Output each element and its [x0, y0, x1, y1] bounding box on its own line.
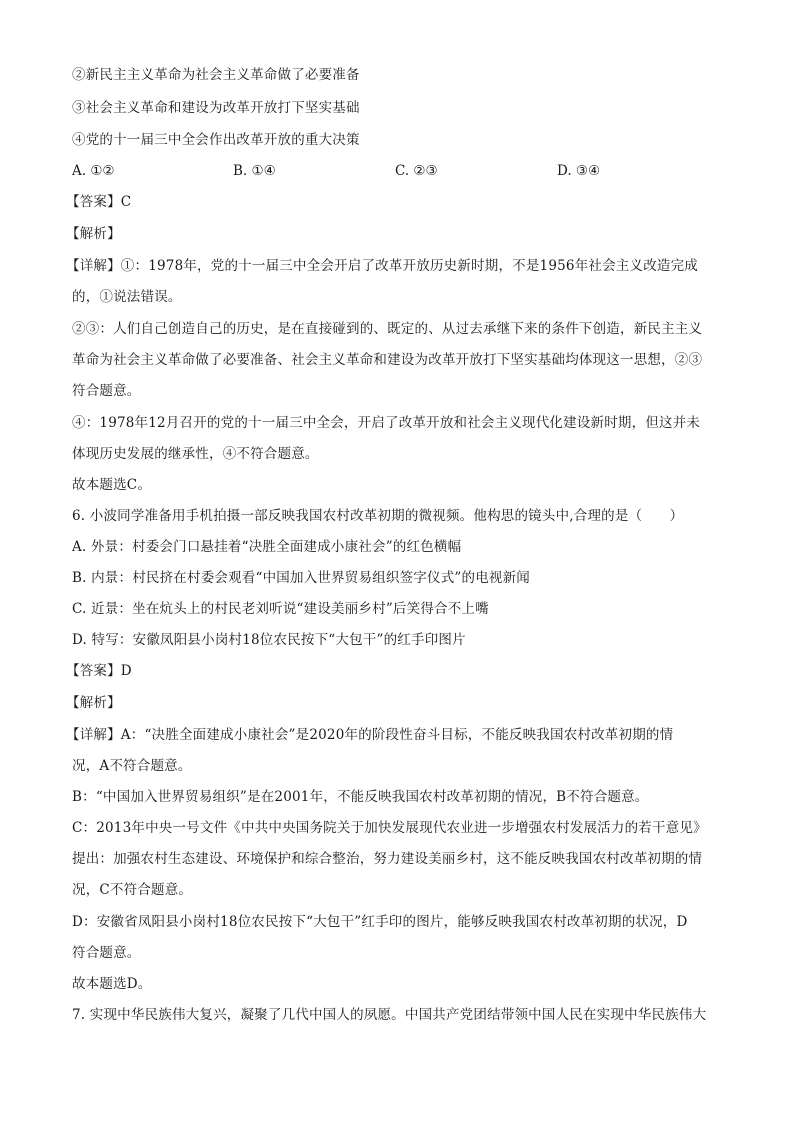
prev-detail-line: 革命为社会主义革命做了必要准备、社会主义革命和建设为改革开放打下坚实基础均体现这一思想，②③: [72, 352, 703, 368]
prev-detail-line: 【详解】①：1978年，党的十一届三中全会开启了改革开放历史新时期，不是1956年社会主义改造完成: [66, 258, 699, 274]
statement-3: ③社会主义革命和建设为改革开放打下坚实基础: [72, 100, 360, 116]
q6-detail-line: C：2013年中央一号文件《中共中央国务院关于加快发展现代农业进一步增强农村发展活力的若干意见》: [72, 820, 707, 836]
prev-answer: 【答案】C: [66, 194, 132, 210]
prev-conclusion: 故本题选C。: [72, 477, 152, 493]
prev-analysis-label: 【解析】: [66, 226, 121, 242]
statement-2: ②新民主主义革命为社会主义革命做了必要准备: [72, 67, 360, 83]
prev-detail-line: 体现历史发展的继承性，④不符合题意。: [72, 446, 319, 462]
prev-option-a: A. ①②: [72, 163, 115, 179]
q6-option-c: C. 近景：坐在炕头上的村民老刘听说“建设美丽乡村”后笑得合不上嘴: [72, 601, 489, 617]
q6-option-d: D. 特写：安徽凤阳县小岗村18位农民按下“大包干”的红手印图片: [72, 632, 466, 648]
prev-option-d: D. ③④: [557, 163, 601, 179]
prev-option-c: C. ②③: [395, 163, 438, 179]
q6-answer: 【答案】D: [66, 663, 132, 679]
question-6-stem: 6. 小波同学准备用手机拍摄一部反映我国农村改革初期的微视频。他构思的镜头中,合理的是（ ）: [72, 508, 684, 524]
q6-detail-line: 况，A不符合题意。: [72, 758, 192, 774]
q6-detail-line: B：“中国加入世界贸易组织”是在2001年，不能反映我国农村改革初期的情况，B不符合题意。: [72, 789, 649, 805]
prev-detail-line: 符合题意。: [72, 383, 141, 399]
q6-option-a: A. 外景：村委会门口悬挂着“决胜全面建成小康社会”的红色横幅: [72, 539, 462, 555]
prev-detail-line: ②③：人们自己创造自己的历史，是在直接碰到的、既定的、从过去承继下来的条件下创造，新民主主义: [72, 321, 703, 337]
statement-4: ④党的十一届三中全会作出改革开放的重大决策: [72, 132, 360, 148]
q6-option-b: B. 内景：村民挤在村委会观看“中国加入世界贸易组织签字仪式”的电视新闻: [72, 570, 531, 586]
question-7-stem: 7. 实现中华民族伟大复兴，凝聚了几代中国人的夙愿。中国共产党团结带领中国人民在实现中华民族伟大: [72, 1007, 707, 1023]
q6-detail-line: D：安徽省凤阳县小岗村18位农民按下“大包干”红手印的图片，能够反映我国农村改革初期的状况，D: [72, 914, 688, 930]
q6-detail-line: 提出：加强农村生态建设、环境保护和综合整治，努力建设美丽乡村，这不能反映我国农村改革初期的情: [72, 851, 703, 867]
prev-detail-line: ④：1978年12月召开的党的十一届三中全会，开启了改革开放和社会主义现代化建设新时期，但这并未: [72, 415, 701, 431]
prev-detail-line: 的，①说法错误。: [72, 289, 182, 305]
q6-conclusion: 故本题选D。: [72, 976, 152, 992]
q6-detail-line: 【详解】A：“决胜全面建成小康社会”是2020年的阶段性奋斗目标，不能反映我国农村改革初期的情: [66, 727, 674, 743]
q6-detail-line: 况，C不符合题意。: [72, 882, 193, 898]
q6-detail-line: 符合题意。: [72, 945, 141, 961]
prev-option-b: B. ①④: [233, 163, 276, 179]
q6-analysis-label: 【解析】: [66, 695, 121, 711]
